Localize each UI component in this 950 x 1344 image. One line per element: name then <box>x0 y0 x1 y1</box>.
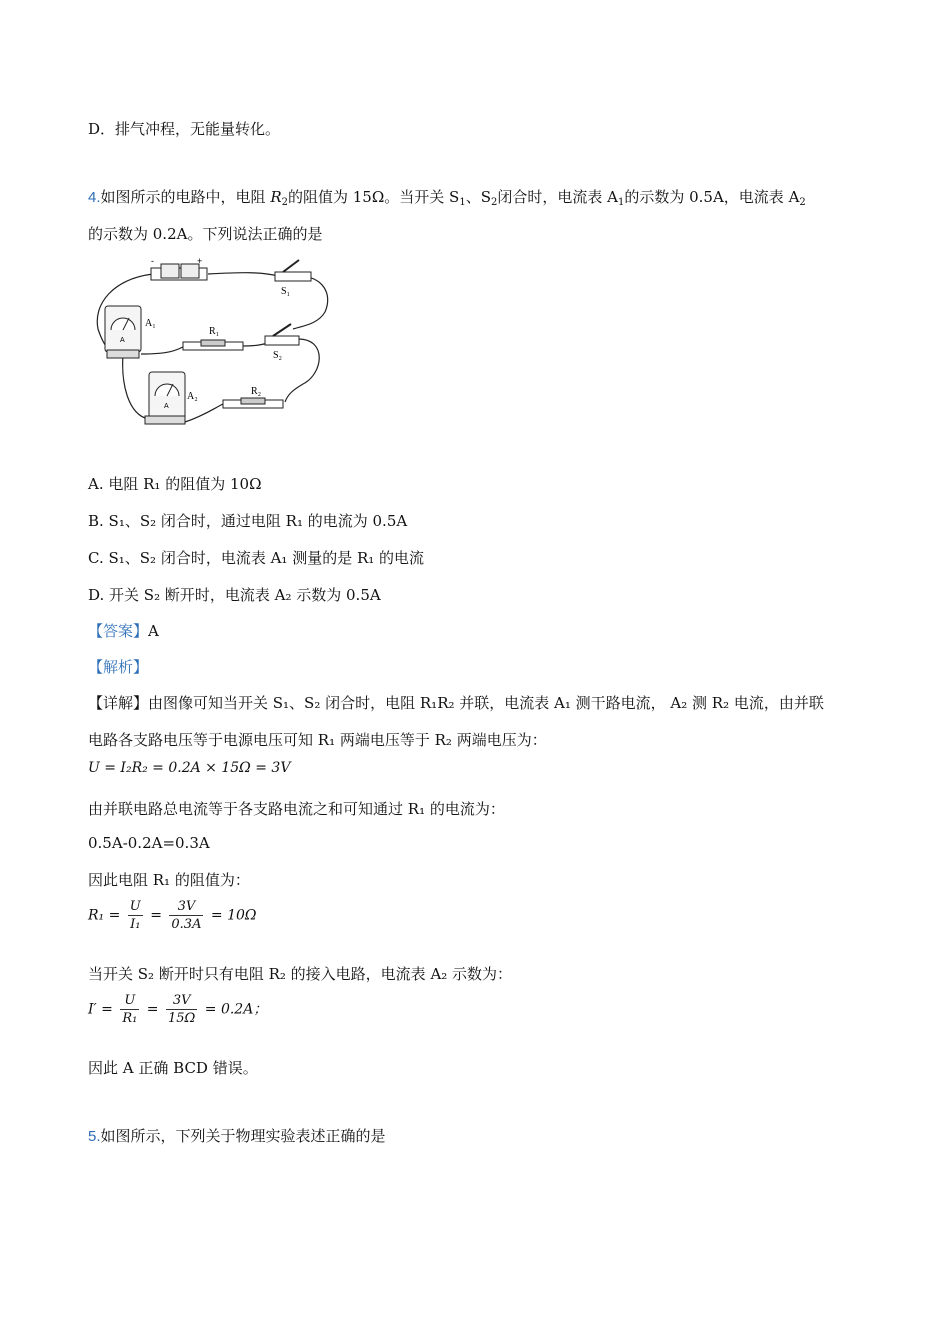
resistor-r1-icon <box>183 326 243 350</box>
answer-line <box>88 620 159 641</box>
svg-text:R₁: R₁ <box>209 326 220 337</box>
q4-stem-line2: 的示数为 0.2A。下列说法正确的是 <box>88 225 323 243</box>
prev-option-d: D．排气冲程，无能量转化。 <box>88 120 281 138</box>
answer-value: A <box>148 622 159 640</box>
option-c: C. S₁、S₂ 闭合时，电流表 A₁ 测量的是 R₁ 的电流 <box>88 549 425 567</box>
resistor-r2-icon <box>223 386 283 408</box>
svg-text:-: - <box>151 256 154 266</box>
svg-text:S₁: S₁ <box>281 286 291 297</box>
conclusion: 因此 A 正确 BCD 错误。 <box>88 1059 258 1077</box>
equation-r1: R₁ = $\frac{U}{\text{I₁}}$ = $\frac{3V}{0.3A}$ = 10Ω <box>88 899 257 932</box>
ammeter-a1-icon <box>105 306 156 358</box>
q4-stem-line1: 4.如图所示的电路中，电阻 $R_2$的阻值为 15Ω。当开关 $S_1$、$S_2$闭合时，电流表 $A_1$的示数为 0.5A，电流表 $A_2$ <box>88 188 806 208</box>
ammeter-a2-icon <box>145 372 198 424</box>
svg-text:A₁: A₁ <box>145 318 156 329</box>
svg-text:R₂: R₂ <box>251 386 262 397</box>
switch-s2-icon <box>265 324 299 361</box>
q4-number: 4. <box>88 189 101 206</box>
equation-i-prime: I′ = $\frac{U}{\text{R₁}}$ = $\frac{3V}{15\Omega}$ = 0.2A； <box>88 993 268 1026</box>
detail-line2: 电路各支路电压等于电源电压可知 R₁ 两端电压等于 R₂ 两端电压为： <box>88 731 547 749</box>
option-d: D. 开关 S₂ 断开时，电流表 A₂ 示数为 0.5A <box>88 586 381 604</box>
q5-number: 5. <box>88 1128 101 1145</box>
svg-text:A: A <box>164 403 169 410</box>
q5-stem: 5.如图所示，下列关于物理实验表述正确的是 <box>88 1127 386 1145</box>
line-s2-open: 当开关 S₂ 断开时只有电阻 R₂ 的接入电路，电流表 A₂ 示数为： <box>88 965 513 983</box>
battery-icon <box>151 256 207 280</box>
svg-text:S₂: S₂ <box>273 350 283 361</box>
svg-text:A: A <box>120 337 125 344</box>
analysis-tag: 【解析】 <box>88 659 149 676</box>
equation-voltage: U = I₂R₂ = 0.2A × 15Ω = 3V <box>88 760 291 776</box>
option-b: B. S₁、S₂ 闭合时，通过电阻 R₁ 的电流为 0.5A <box>88 512 408 530</box>
circuit-figure <box>93 254 345 432</box>
line-r1: 因此电阻 R₁ 的阻值为： <box>88 871 250 889</box>
line-total-current: 由并联电路总电流等于各支路电流之和可知通过 R₁ 的电流为： <box>88 800 505 818</box>
calc-current: 0.5A-0.2A=0.3A <box>88 834 210 852</box>
answer-tag: 【答案】 <box>88 623 149 640</box>
detail-line1: 【详解】由图像可知当开关 S₁、S₂ 闭合时，电阻 R₁R₂ 并联，电流表 A₁ 测干路电流， A₂ 测 R₂ 电流，由并联 <box>88 694 824 712</box>
svg-text:A₂: A₂ <box>187 391 198 402</box>
option-a: A. 电阻 R₁ 的阻值为 10Ω <box>88 475 262 493</box>
switch-s1-icon <box>275 260 311 297</box>
svg-text:+: + <box>197 256 203 266</box>
